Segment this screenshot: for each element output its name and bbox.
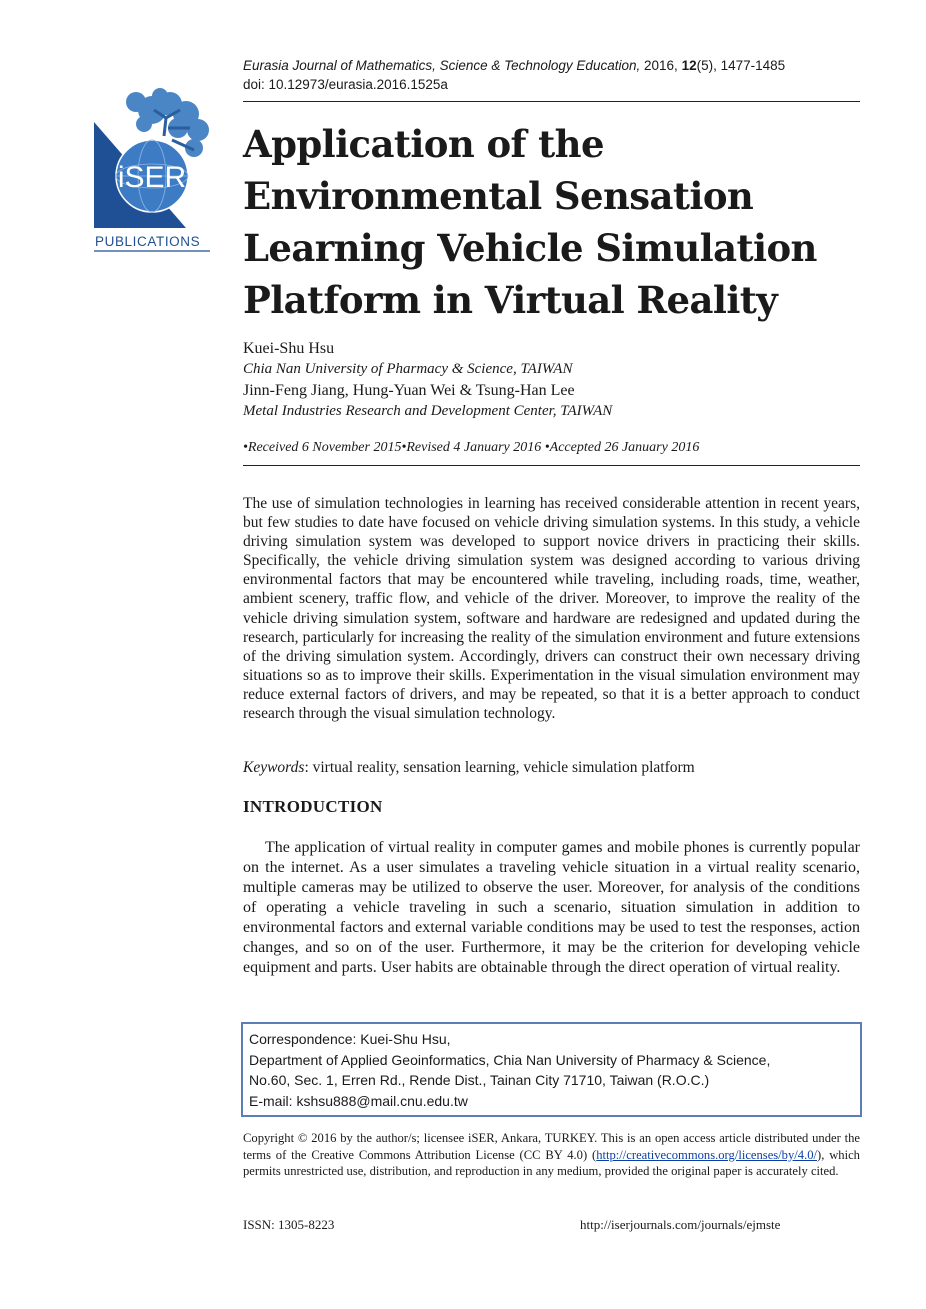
copyright-text: Copyright © 2016 by the author/s; licensee iSER, Ankara, TURKEY. This is an open access article distributed under the terms of the Creative Commons Attribution License (CC BY 4.0) ( (243, 1131, 860, 1162)
keywords-label: Keywords (243, 759, 305, 776)
author-names: Jinn-Feng Jiang, Hung-Yuan Wei & Tsung-Han Lee (243, 382, 575, 399)
correspondence-line: Department of Applied Geoinformatics, Chia Nan University of Pharmacy & Science, (249, 1051, 771, 1068)
submission-dates: •Received 6 November 2015•Revised 4 January 2016 •Accepted 26 January 2016 (243, 440, 700, 455)
citation-line (243, 56, 860, 75)
author-affiliation: Chia Nan University of Pharmacy & Science, TAIWAN (243, 361, 573, 377)
copyright-notice (243, 1130, 860, 1180)
introduction-paragraph: The application of virtual reality in computer games and mobile phones is currently popular on the internet. As a user simulates a traveling vehicle situation in a virtual reality scenario, multiple cameras may be utilized to observe the user. Moreover, for analysis of the conditions of operating a vehicle traveling in such a scenario, situation simulation in addition to environmental factors and external variable conditions may be used to test the responses, action changes, and so on of the user. Furthermore, it may be the criterion for developing vehicle equipment and parts. User habits are obtainable through the direct operation of virtual reality. (243, 839, 860, 976)
doi: doi: 10.12973/eurasia.2016.1525a (243, 77, 448, 92)
journal-year: 2016, (644, 58, 678, 73)
journal-issue-pages: (5), 1477-1485 (696, 58, 786, 73)
paper-title: Application of the Environmental Sensation Learning Vehicle Simulation Platform in Virtual Reality (243, 122, 817, 322)
publisher-logo (94, 88, 210, 256)
correspondence-line: Correspondence: Kuei-Shu Hsu, (249, 1031, 451, 1047)
author-affiliation: Metal Industries Research and Development Center, TAIWAN (243, 403, 613, 419)
journal-volume: 12 (681, 58, 697, 73)
correspondence-line: No.60, Sec. 1, Erren Rd., Rende Dist., Tainan City 71710, Taiwan (R.O.C.) (249, 1072, 710, 1088)
logo-brand: iSER (117, 161, 187, 194)
journal-url[interactable]: http://iserjournals.com/journals/ejmste (580, 1217, 781, 1232)
journal-header (243, 56, 860, 94)
keywords-text: : virtual reality, sensation learning, vehicle simulation platform (304, 759, 695, 776)
keywords (243, 759, 860, 777)
section-heading-introduction: INTRODUCTION (243, 797, 383, 816)
journal-name: Eurasia Journal of Mathematics, Science & Technology Education, (243, 58, 641, 73)
copyright-text: ), which permits unrestricted use, distribution, and reproduction in any medium, provided the original paper is accurately cited. (243, 1147, 860, 1179)
correspondence-box (241, 1022, 862, 1117)
dates-rule (243, 465, 860, 466)
abstract: The use of simulation technologies in learning has received considerable attention in recent years, but few studies to date have focused on vehicle driving simulation systems. In this study, a vehicle driving simulation system was developed to support novice drivers in practicing their skills. Specifically, the vehicle driving simulation system was designed according to various driving environmental factors that may be encountered while traveling, including roads, time, weather, ambient scenery, traffic flow, and vehicle of the driver. Moreover, to improve the reality of the vehicle driving simulation system, software and hardware are redesigned and updated during the research, particularly for increasing the reality of the simulation environment and future extensions of the driving simulation system. Accordingly, drivers can construct their own necessary driving situations so as to improve their skills. Experimentation in the visual simulation environment may reduce external factors of drivers, and may be repeated, so that it is a better approach to conduct research through the visual simulation technology. (243, 495, 860, 723)
license-link[interactable]: http://creativecommons.org/licenses/by/4.0/ (596, 1147, 818, 1162)
author-names: Kuei-Shu Hsu (243, 340, 335, 357)
header-rule (243, 101, 860, 102)
issn: ISSN: 1305-8223 (243, 1217, 335, 1232)
correspondence-email[interactable]: E-mail: kshsu888@mail.cnu.edu.tw (249, 1092, 468, 1109)
logo-caption: PUBLICATIONS (95, 234, 201, 249)
author-block (243, 338, 860, 422)
